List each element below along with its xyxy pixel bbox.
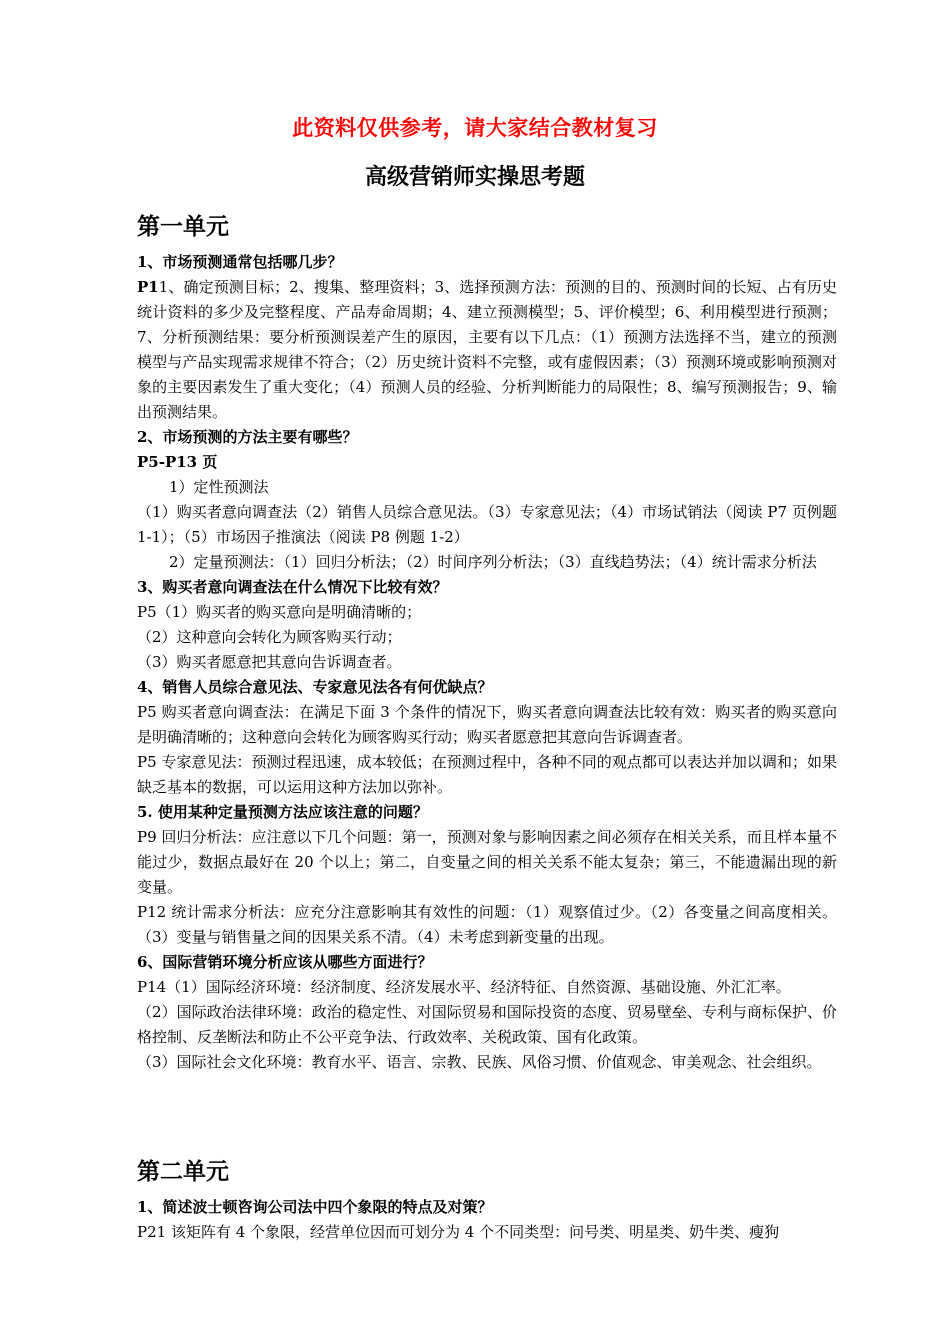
unit-heading: 第一单元 <box>137 213 229 240</box>
question-1: 1、市场预测通常包括哪几步？ <box>137 253 343 271</box>
answer-line: 2）定量预测法：（1）回归分析法；（2）时间序列分析法；（3）直线趋势法；（4）统计需求分析法 <box>169 553 817 571</box>
answer-line: P21 该矩阵有 4 个象限，经营单位因而可划分为 4 个不同类型：问号类、明星类、奶牛类、瘦狗 <box>137 1223 780 1241</box>
answer-1 <box>137 275 837 425</box>
unit-2-section <box>137 1155 837 1245</box>
page-ref: P5-P13 页 <box>137 453 218 471</box>
question-3: 3、购买者意向调查法在什么情况下比较有效？ <box>137 578 448 596</box>
answer-line: 1）定性预测法 <box>169 478 269 496</box>
answer-line: P9 回归分析法：应注意以下几个问题：第一，预测对象与影响因素之间必须存在相关关系，而且样本量不能过少，数据点最好在 20 个以上；第二，自变量之间的相关关系不能太复杂；第三，不能遗漏出现的新变量。 <box>137 828 837 896</box>
answer-line: （2）这种意向会转化为顾客购买行动； <box>137 628 402 646</box>
unit-1-section <box>137 210 837 1075</box>
answer-line: （2）国际政治法律环境：政治的稳定性、对国际贸易和国际投资的态度、贸易壁垒、专利与商标保护、价格控制、反垄断法和防止不公平竞争法、行政效率、关税政策、国有化政策。 <box>137 1003 837 1046</box>
answer-line: （3）购买者愿意把其意向告诉调查者。 <box>137 653 402 671</box>
answer-line: P5 购买者意向调查法：在满足下面 3 个条件的情况下，购买者意向调查法比较有效：购买者的购买意向是明确清晰的；这种意向会转化为顾客购买行动；购买者愿意把其意向告诉调查者。 <box>137 703 837 746</box>
answer-line: （1）购买者意向调查法（2）销售人员综合意见法。（3）专家意见法；（4）市场试销法（阅读 P7 页例题 1-1）；（5）市场因子推演法（阅读 P8 例题 1-2） <box>137 503 837 546</box>
reference-notice: 此资料仅供参考，请大家结合教材复习 <box>292 115 658 140</box>
question-2: 2、市场预测的方法主要有哪些？ <box>137 428 358 446</box>
answer-line: （3）国际社会文化环境：教育水平、语言、宗教、民族、风俗习惯、价值观念、审美观念、社会组织。 <box>137 1053 822 1071</box>
answer-line: P5（1）购买者的购买意向是明确清晰的； <box>137 603 422 621</box>
document-title: 高级营销师实操思考题 <box>364 164 585 190</box>
question-4: 4、销售人员综合意见法、专家意见法各有何优缺点？ <box>137 678 493 696</box>
question-5: 5. 使用某种定量预测方法应该注意的问题？ <box>137 803 428 821</box>
answer-text: 1、确定预测目标；2、搜集、整理资料；3、选择预测方法：预测的目的、预测时间的长短、占有历史统计资料的多少及完整程度、产品寿命周期；4、建立预测模型；5、评价模型；6、利用模型进行预测；7、分析预测结果：要分析预测误差产生的原因，主要有以下几点：（1）预测方法选择不当，建立的预测模型与产品实现需求规律不符合；（2）历史统计资料不完整，或有虚假因素；（3）预测环境或影响预测对象的主要因素发生了重大变化；（4）预测人员的经验、分析判断能力的局限性；8、编写预测报告；9、输出预测结果。 <box>137 278 837 421</box>
question-6: 6、国际营销环境分析应该从哪些方面进行？ <box>137 953 433 971</box>
question-1: 1、简述波士顿咨询公司法中四个象限的特点及对策？ <box>137 1198 493 1216</box>
answer-line: P14（1）国际经济环境：经济制度、经济发展水平、经济特征、自然资源、基础设施、外汇汇率。 <box>137 978 791 996</box>
answer-line: P5 专家意见法：预测过程迅速，成本较低；在预测过程中，各种不同的观点都可以表达并加以调和；如果缺乏基本的数据，可以运用这种方法加以弥补。 <box>137 753 837 796</box>
answer-line: P12 统计需求分析法：应充分注意影响其有效性的问题：（1）观察值过少。（2）各变量之间高度相关。（3）变量与销售量之间的因果关系不清。（4）未考虑到新变量的出现。 <box>137 903 837 946</box>
page-ref: P1 <box>137 278 159 296</box>
unit-heading: 第二单元 <box>137 1158 229 1185</box>
